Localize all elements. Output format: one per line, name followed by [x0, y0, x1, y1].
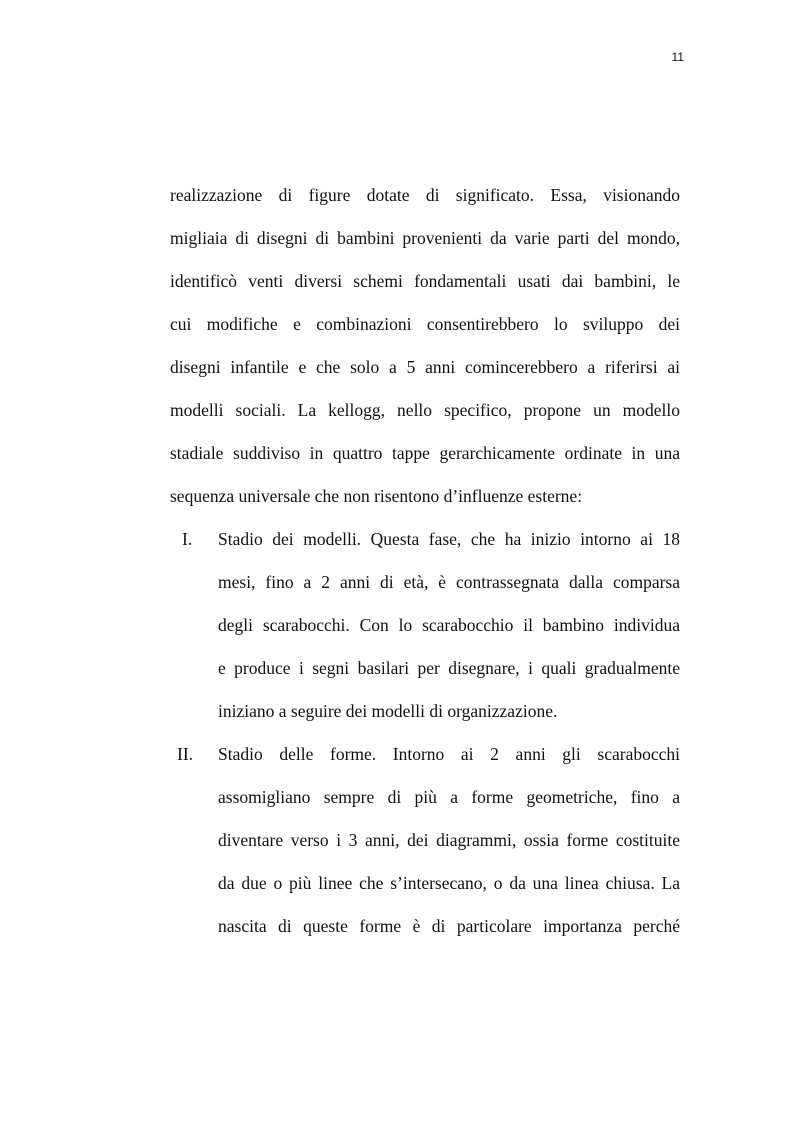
list-item-line: iniziano a seguire dei modelli di organizzazione.: [218, 701, 558, 721]
list-item-line: da due o più linee che s’intersecano, o da una linea chiusa. La: [218, 873, 680, 893]
list-item-line: Stadio dei modelli. Questa fase, che ha inizio intorno ai 18: [218, 529, 680, 549]
page-number: 11: [671, 50, 684, 64]
list-item-line: mesi, fino a 2 anni di età, è contrassegnata dalla comparsa: [218, 572, 680, 592]
paragraph-line: realizzazione di figure dotate di significato. Essa, visionando: [170, 185, 680, 205]
list-item-line: Stadio delle forme. Intorno ai 2 anni gli scarabocchi: [218, 744, 680, 764]
paragraph-line: disegni infantile e che solo a 5 anni comincerebbero a riferirsi ai: [170, 357, 680, 377]
paragraph-line: stadiale suddiviso in quattro tappe gerarchicamente ordinate in una: [170, 443, 680, 463]
list-item-line: diventare verso i 3 anni, dei diagrammi, ossia forme costituite: [218, 830, 680, 850]
paragraph-line: identificò venti diversi schemi fondamentali usati dai bambini, le: [170, 271, 680, 291]
paragraph-line: migliaia di disegni di bambini provenienti da varie parti del mondo,: [170, 228, 680, 248]
list-item-line: e produce i segni basilari per disegnare, i quali gradualmente: [218, 658, 680, 678]
list-item-line: nascita di queste forme è di particolare importanza perché: [218, 916, 680, 936]
list-item-line: degli scarabocchi. Con lo scarabocchio il bambino individua: [218, 615, 680, 635]
paragraph-line: cui modifiche e combinazioni consentirebbero lo sviluppo dei: [170, 314, 680, 334]
list-marker: II.: [177, 744, 194, 764]
list-item-line: assomigliano sempre di più a forme geometriche, fino a: [218, 787, 680, 807]
list-marker: I.: [182, 529, 193, 549]
paragraph-line: modelli sociali. La kellogg, nello specifico, propone un modello: [170, 400, 680, 420]
paragraph-line: sequenza universale che non risentono d’influenze esterne:: [170, 486, 583, 506]
